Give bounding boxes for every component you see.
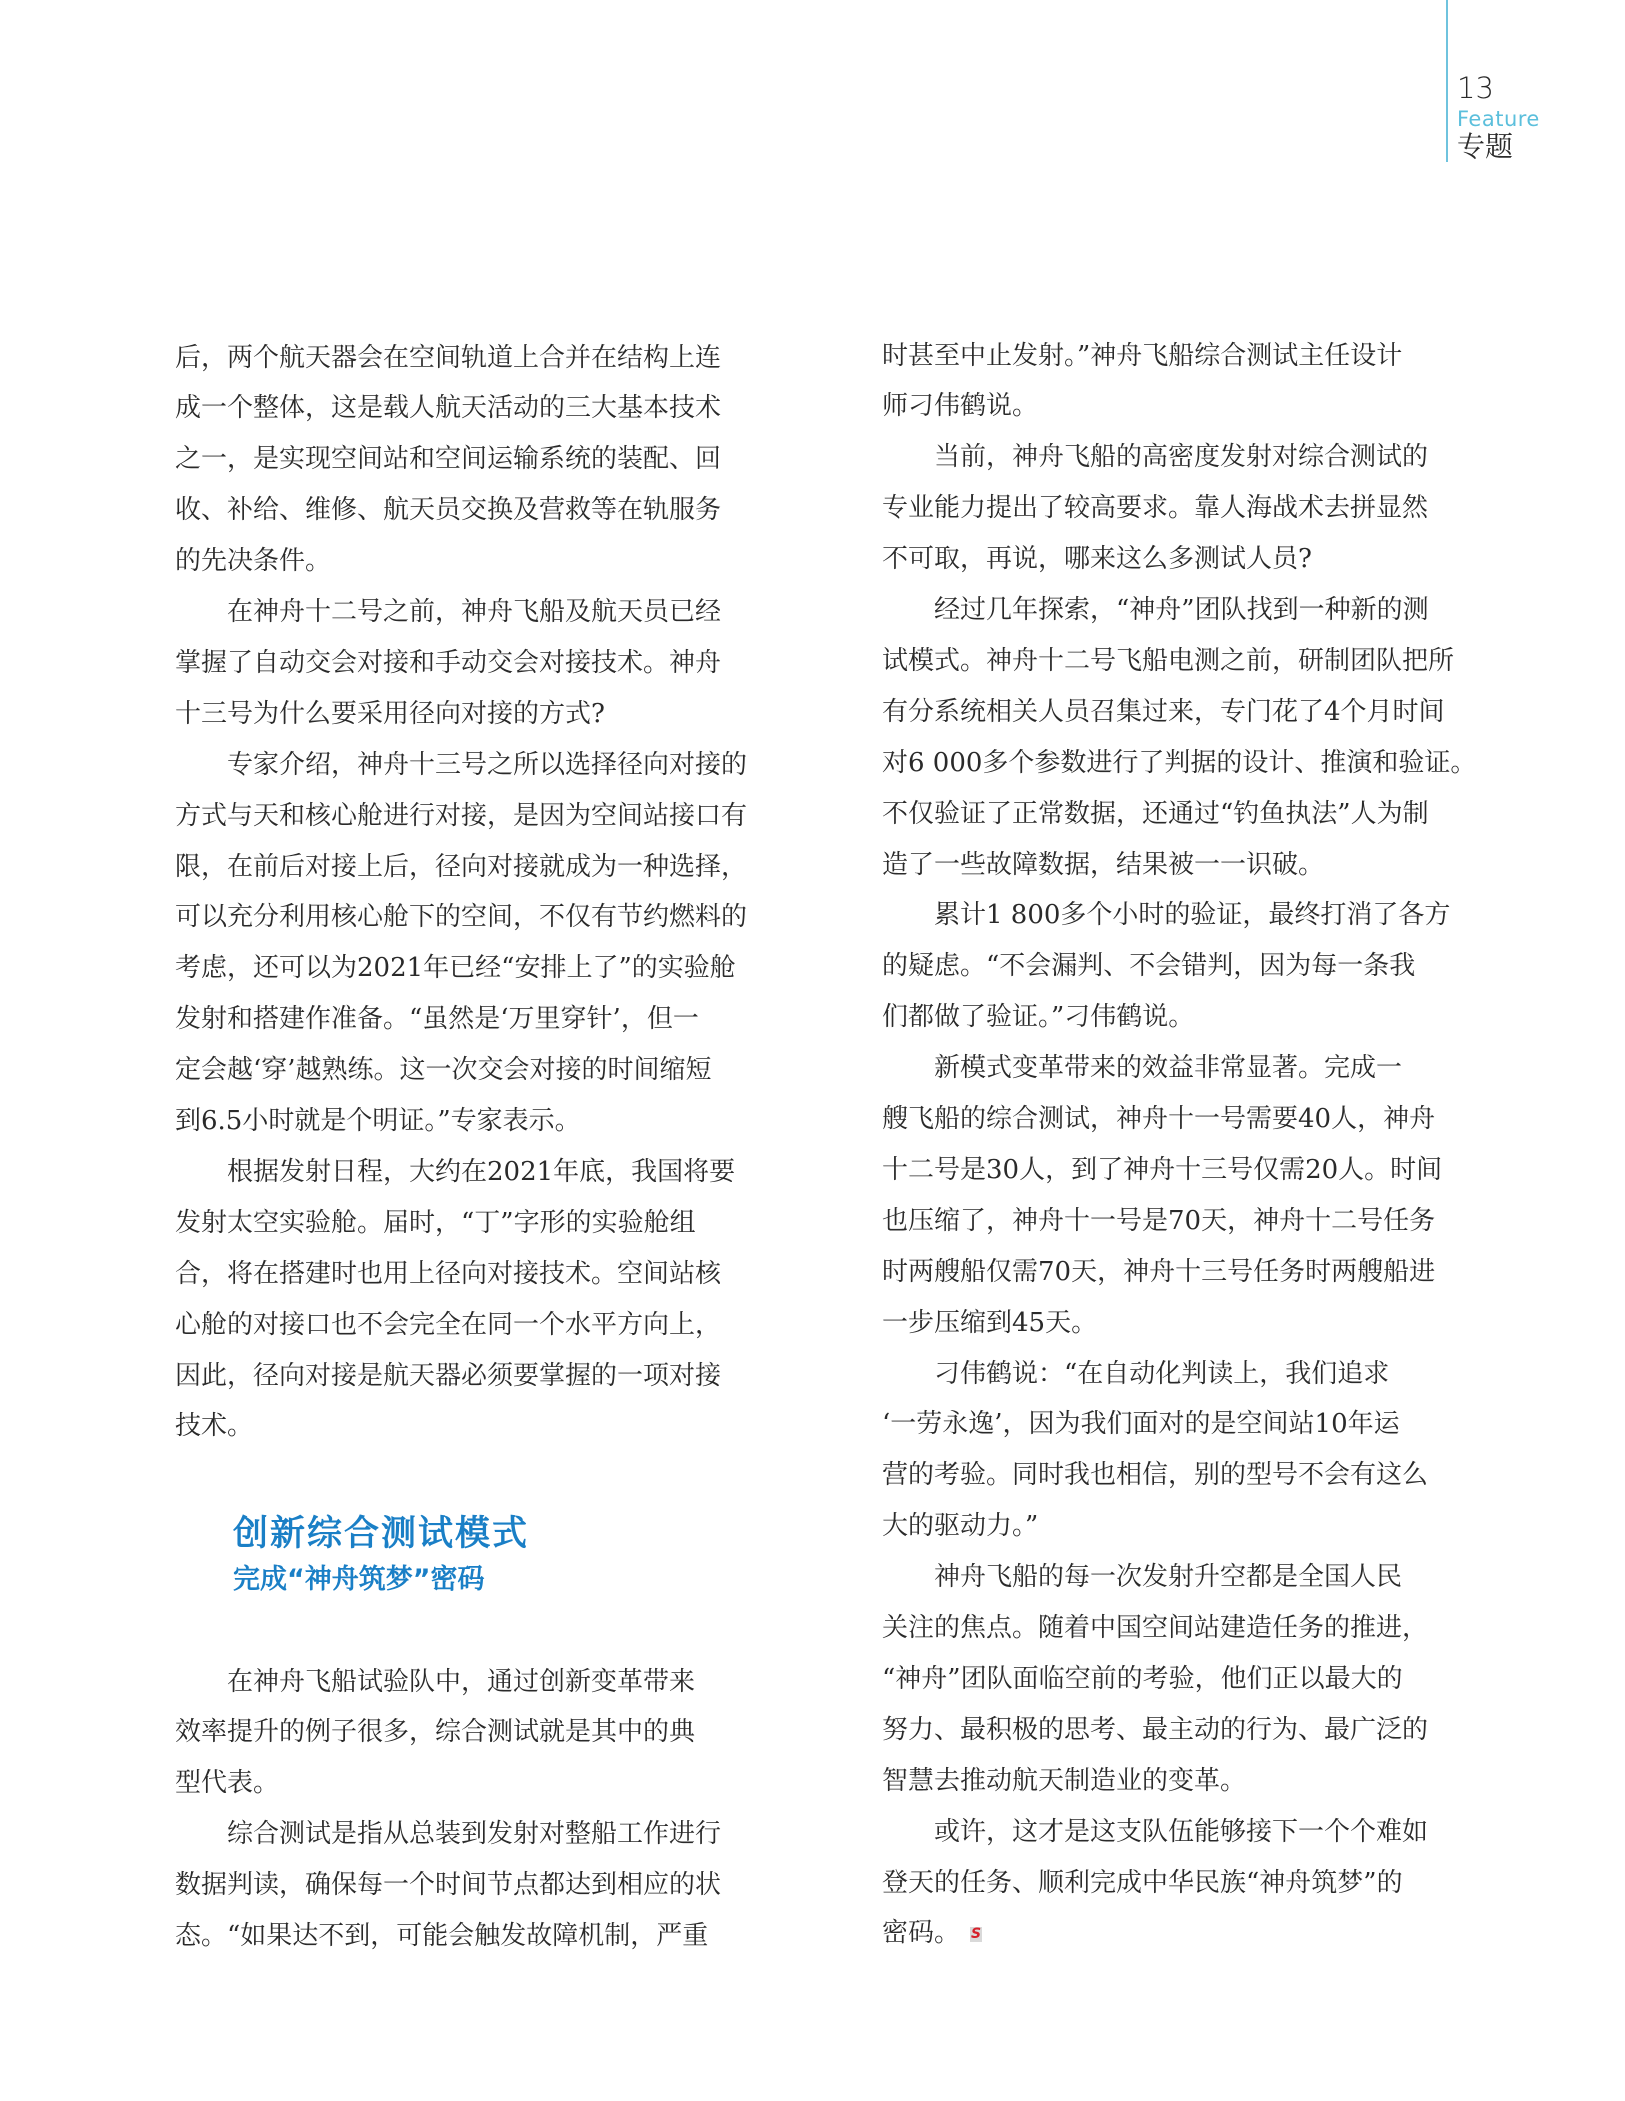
folio-rule — [1446, 0, 1448, 162]
line-text: 型代表。 — [175, 1768, 280, 1799]
paragraph-line — [175, 892, 747, 943]
paragraph-line — [882, 381, 1038, 432]
line-text: 根据发射日程，大约在2021年底，我国将要 — [227, 1156, 736, 1187]
paragraph-line — [882, 1807, 1428, 1858]
line-text: 大的驱动力。” — [882, 1511, 1039, 1542]
line-text: 方式与天和核心舱进行对接，是因为空间站接口有 — [175, 800, 748, 831]
line-text: 对6 000多个参数进行了判据的设计、推演和验证。 — [882, 747, 1477, 778]
paragraph-line — [882, 1654, 1403, 1705]
line-text: 技术。 — [175, 1411, 254, 1442]
paragraph-line — [882, 1349, 1389, 1400]
line-text: 努力、最积极的思考、最主动的行为、最广泛的 — [882, 1714, 1429, 1745]
line-text: 因此，径向对接是航天器必须要掌握的一项对接 — [175, 1360, 722, 1391]
section-heading: 创新综合测试模式 — [233, 1514, 530, 1554]
paragraph-line — [175, 994, 699, 1045]
line-text: 时甚至中止发射。”神舟飞船综合测试主任设计 — [882, 340, 1403, 371]
line-text: 不仅验证了正常数据，还通过“钓鱼执法”人为制 — [882, 798, 1429, 829]
paragraph-line — [175, 1911, 708, 1962]
line-text: 关注的焦点。随着中国空间站建造任务的推进， — [882, 1613, 1429, 1643]
paragraph-line — [175, 740, 747, 791]
paragraph-line — [175, 638, 721, 689]
paragraph-line — [882, 738, 1476, 789]
line-text: 成一个整体，这是载人航天活动的三大基本技术 — [175, 393, 722, 424]
paragraph-line — [175, 943, 736, 994]
line-text: 后，两个航天器会在空间轨道上合并在结构上连 — [175, 342, 722, 373]
paragraph-line — [882, 1501, 1038, 1552]
line-text: 登天的任务、顺利完成中华民族“神舟筑梦”的 — [882, 1867, 1403, 1898]
line-text: 师刁伟鹤说。 — [882, 391, 1039, 422]
paragraph-line — [882, 1858, 1403, 1909]
paragraph-line — [175, 689, 605, 740]
line-text: 或许，这才是这支队伍能够接下一个个难如 — [934, 1816, 1429, 1847]
paragraph-line — [175, 1860, 721, 1911]
paragraph-line — [882, 1552, 1402, 1603]
end-of-article-icon: S — [970, 1925, 982, 1942]
paragraph-line — [882, 636, 1454, 687]
section-label-cn: 专题 — [1457, 130, 1514, 163]
line-text: 考虑，还可以为2021年已经“安排上了”的实验舱 — [175, 953, 736, 984]
line-text: 发射和搭建作准备。“虽然是‘万里穿针’，但一 — [175, 1004, 699, 1035]
paragraph-line — [882, 1399, 1400, 1450]
line-text: 当前，神舟飞船的高密度发射对综合测试的 — [934, 442, 1429, 473]
line-text: 发射太空实验舱。届时，“丁”字形的实验舱组 — [175, 1207, 696, 1238]
line-text: 心舱的对接口也不会完全在同一个水平方向上， — [175, 1309, 722, 1340]
paragraph-line — [882, 890, 1450, 941]
line-text: 收、补给、维修、航天员交换及营救等在轨服务 — [175, 495, 722, 526]
page-number: 13 — [1457, 71, 1494, 105]
line-text: 的疑虑。“不会漏判、不会错判，因为每一条我 — [882, 951, 1416, 982]
paragraph-line — [175, 1300, 721, 1351]
line-text: 定会越‘穿’越熟练。这一次交会对接的时间缩短 — [175, 1055, 712, 1086]
line-text: 可以充分利用核心舱下的空间，不仅有节约燃料的 — [175, 902, 748, 933]
paragraph-line — [175, 1657, 695, 1708]
paragraph-line — [882, 585, 1429, 636]
paragraph-line — [882, 1908, 982, 1959]
line-text: 十三号为什么要采用径向对接的方式? — [175, 698, 605, 729]
paragraph-line — [175, 842, 747, 893]
paragraph-line — [882, 331, 1402, 382]
line-text: 一步压缩到45天。 — [882, 1307, 1098, 1338]
line-text: 综合测试是指从总装到发射对整船工作进行 — [227, 1819, 722, 1850]
paragraph-line — [882, 1145, 1442, 1196]
paragraph-line — [175, 485, 721, 536]
line-text: 到6.5小时就是个明证。”专家表示。 — [175, 1106, 581, 1136]
line-text: ‘一劳永逸’，因为我们面对的是空间站10年运 — [882, 1409, 1400, 1440]
paragraph-line — [882, 1450, 1428, 1501]
paragraph-line — [882, 789, 1429, 840]
line-text: “神舟”团队面临空前的考验，他们正以最大的 — [882, 1663, 1403, 1694]
paragraph-line — [882, 1603, 1428, 1654]
paragraph-line — [175, 1707, 695, 1758]
paragraph-line — [175, 1096, 581, 1147]
section-subheading: 完成“神舟筑梦”密码 — [233, 1564, 485, 1595]
paragraph-line — [175, 536, 331, 587]
line-text: 造了一些故障数据，结果被一一识破。 — [882, 849, 1325, 880]
paragraph-line — [882, 1196, 1435, 1247]
paragraph-line — [175, 1147, 735, 1198]
line-text: 之一，是实现空间站和空间运输系统的装配、回 — [175, 444, 722, 475]
paragraph-line — [175, 1351, 721, 1402]
line-text: 掌握了自动交会对接和手动交会对接技术。神舟 — [175, 647, 722, 678]
paragraph-line — [175, 791, 747, 842]
paragraph-line — [882, 1043, 1402, 1094]
line-text: 试模式。神舟十二号飞船电测之前，研制团队把所 — [882, 645, 1455, 676]
paragraph-line — [175, 1758, 279, 1809]
line-text: 营的考验。同时我也相信，别的型号不会有这么 — [882, 1460, 1429, 1491]
line-text: 艘飞船的综合测试，神舟十一号需要40人，神舟 — [882, 1104, 1436, 1134]
line-text: 限，在前后对接上后，径向对接就成为一种选择， — [175, 851, 748, 882]
section-label-en: Feature — [1457, 107, 1540, 131]
line-text: 累计1 800多个小时的验证，最终打消了各方 — [934, 900, 1451, 931]
line-text: 也压缩了，神舟十一号是70天，神舟十二号任务 — [882, 1205, 1436, 1236]
line-text: 在神舟十二号之前，神舟飞船及航天员已经 — [227, 597, 722, 627]
line-text: 专家介绍，神舟十三号之所以选择径向对接的 — [227, 749, 748, 780]
line-text: 效率提升的例子很多，综合测试就是其中的典 — [175, 1717, 696, 1748]
line-text: 十二号是30人，到了神舟十三号仅需20人。时间 — [882, 1154, 1443, 1185]
paragraph-line — [882, 1756, 1246, 1807]
paragraph-line — [882, 1705, 1428, 1756]
paragraph-line — [882, 534, 1312, 585]
paragraph-line — [175, 1045, 712, 1096]
paragraph-line — [175, 383, 721, 434]
line-text: 在神舟飞船试验队中，通过创新变革带来 — [227, 1666, 696, 1697]
paragraph-line — [882, 941, 1415, 992]
paragraph-line — [882, 1094, 1435, 1145]
line-text: 时两艘船仅需70天，神舟十三号任务时两艘船进 — [882, 1256, 1436, 1287]
line-text: 新模式变革带来的效益非常显著。完成一 — [934, 1053, 1403, 1084]
line-text: 经过几年探索，“神舟”团队找到一种新的测 — [934, 595, 1429, 625]
paragraph-line — [882, 840, 1324, 891]
paragraph-line — [882, 1247, 1435, 1298]
line-text: 们都做了验证。”刁伟鹤说。 — [882, 1002, 1195, 1033]
paragraph-line — [175, 1809, 721, 1860]
line-text: 智慧去推动航天制造业的变革。 — [882, 1765, 1247, 1796]
paragraph-line — [175, 587, 721, 638]
paragraph-line — [175, 434, 721, 485]
line-text: 专业能力提出了较高要求。靠人海战术去拼显然 — [882, 493, 1429, 524]
paragraph-line — [175, 1249, 721, 1300]
paragraph-line — [882, 992, 1194, 1043]
line-text: 神舟飞船的每一次发射升空都是全国人民 — [934, 1562, 1403, 1593]
line-text: 不可取，再说，哪来这么多测试人员? — [882, 544, 1312, 575]
paragraph-line — [882, 432, 1428, 483]
line-text: 有分系统相关人员召集过来，专门花了4个月时间 — [882, 696, 1445, 727]
line-text: 密码。 — [882, 1918, 961, 1949]
paragraph-line — [882, 1298, 1097, 1349]
line-text: 态。“如果达不到，可能会触发故障机制，严重 — [175, 1921, 709, 1951]
line-text: 刁伟鹤说：“在自动化判读上，我们追求 — [934, 1358, 1390, 1389]
paragraph-line — [175, 1198, 696, 1249]
line-text: 数据判读，确保每一个时间节点都达到相应的状 — [175, 1870, 722, 1901]
line-text: 合，将在搭建时也用上径向对接技术。空间站核 — [175, 1258, 722, 1289]
line-text: 的先决条件。 — [175, 546, 332, 577]
paragraph-line — [175, 1401, 253, 1452]
paragraph-line — [175, 333, 721, 384]
paragraph-line — [882, 483, 1428, 534]
paragraph-line — [882, 687, 1445, 738]
